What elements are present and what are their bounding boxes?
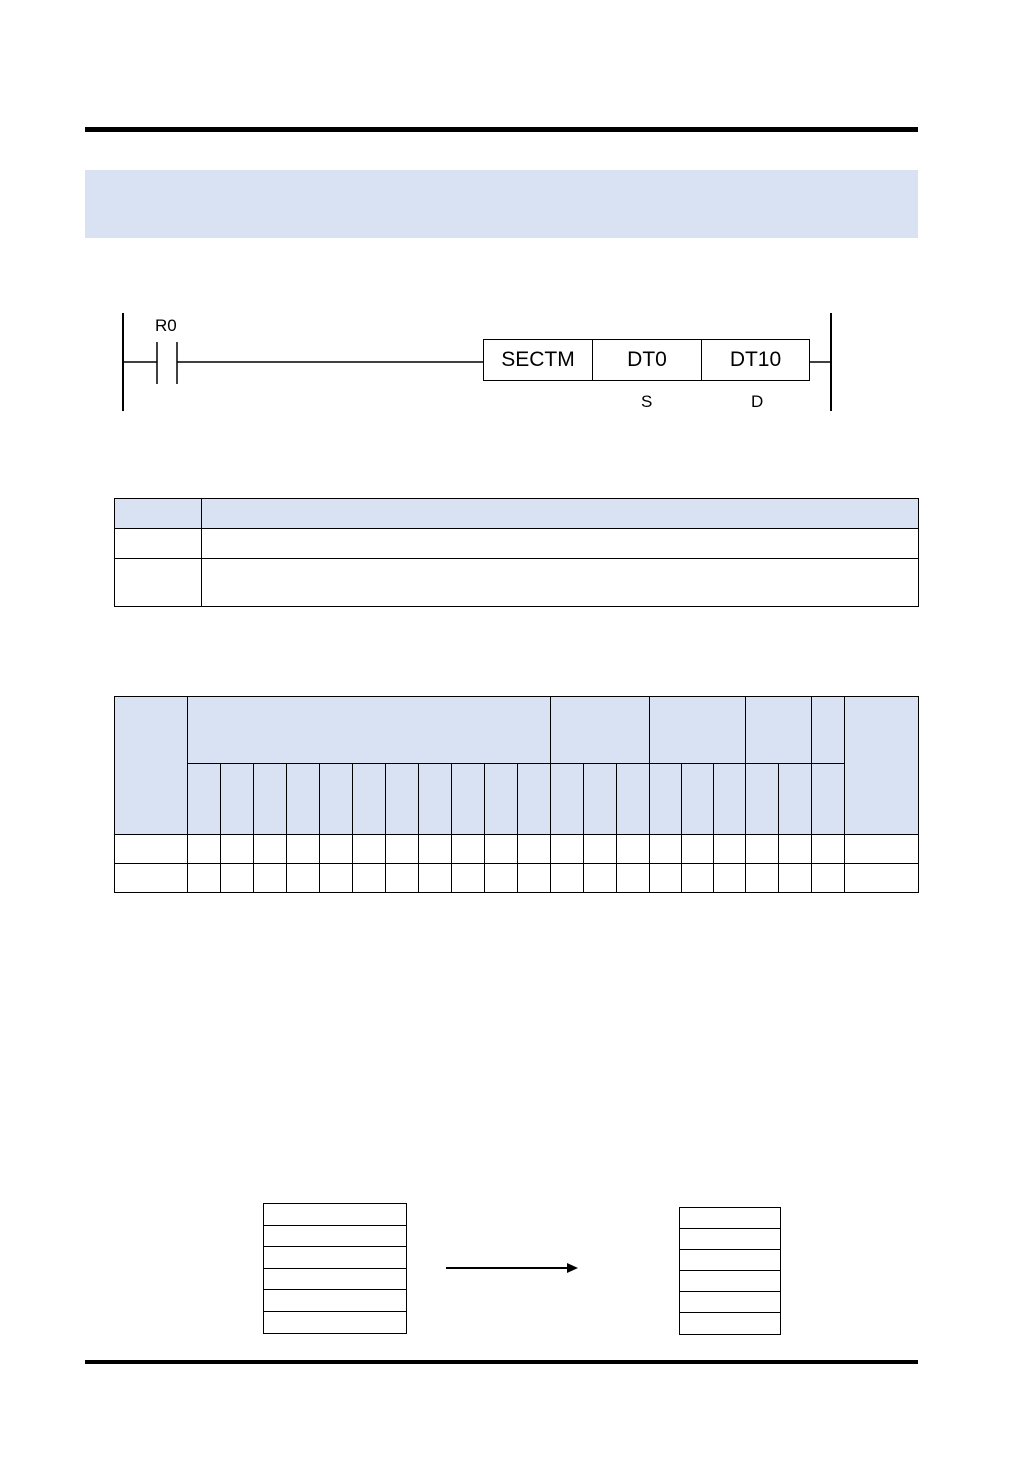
header-cell [845, 697, 919, 835]
table-cell [584, 835, 617, 864]
table-cell [746, 864, 779, 893]
header-cell [115, 697, 188, 835]
subheader-cell [320, 764, 353, 835]
table-cell [714, 835, 746, 864]
table-cell [714, 864, 746, 893]
operand-table-header [115, 499, 919, 529]
table-row [115, 559, 919, 607]
subheader-cell [812, 764, 845, 835]
instruction-box [483, 339, 810, 381]
table-cell [485, 835, 518, 864]
subheader-cell [485, 764, 518, 835]
table-cell [845, 835, 919, 864]
table-cell [320, 864, 353, 893]
table-cell [419, 835, 452, 864]
destination-register-stack [679, 1207, 781, 1335]
table-cell [287, 835, 320, 864]
register-cell [680, 1271, 780, 1292]
table-cell [287, 864, 320, 893]
table-cell [682, 835, 714, 864]
register-cell [680, 1250, 780, 1271]
instruction-name: SECTM [501, 348, 575, 371]
table-cell [812, 835, 845, 864]
table-cell [779, 864, 812, 893]
subheader-cell [518, 764, 551, 835]
table-cell [746, 835, 779, 864]
table-cell [202, 529, 919, 559]
table-cell [584, 864, 617, 893]
table-cell [617, 864, 650, 893]
table-cell [115, 835, 188, 864]
subheader-cell [714, 764, 746, 835]
table-cell [779, 835, 812, 864]
subheader-cell [353, 764, 386, 835]
source-register-stack [263, 1203, 407, 1334]
bottom-rule [85, 1360, 918, 1364]
operand-d-value: DT10 [701, 340, 809, 380]
top-rule [85, 127, 918, 132]
table-cell [650, 835, 682, 864]
header-group-cell [812, 697, 845, 764]
conversion-arrow-icon [446, 1260, 580, 1276]
table-cell [188, 864, 221, 893]
register-cell [264, 1312, 406, 1334]
register-cell [264, 1226, 406, 1248]
register-cell [680, 1208, 780, 1229]
table-cell [419, 864, 452, 893]
register-cell [264, 1204, 406, 1226]
title-banner [85, 170, 918, 238]
table-cell [115, 529, 202, 559]
header-cell [202, 499, 919, 529]
table-cell [202, 559, 919, 607]
subheader-cell [452, 764, 485, 835]
header-group-cell [551, 697, 650, 764]
table-cell [551, 835, 584, 864]
subheader-cell [584, 764, 617, 835]
register-cell [680, 1229, 780, 1250]
table-cell [452, 835, 485, 864]
subheader-cell [188, 764, 221, 835]
subheader-cell [386, 764, 419, 835]
table-cell [115, 864, 188, 893]
table-row [115, 835, 919, 864]
device-table-subheader-row [115, 764, 919, 835]
device-table-header-row [115, 697, 919, 764]
table-cell [485, 864, 518, 893]
operand-d-label: D [751, 392, 764, 411]
table-cell [812, 864, 845, 893]
table-row [115, 529, 919, 559]
table-cell [551, 864, 584, 893]
contact-label: R0 [155, 316, 177, 335]
table-cell [221, 864, 254, 893]
header-group-cell [650, 697, 746, 764]
table-cell [452, 864, 485, 893]
register-cell [680, 1313, 780, 1334]
register-cell [264, 1269, 406, 1291]
table-cell [650, 864, 682, 893]
table-cell [386, 864, 419, 893]
table-cell [320, 835, 353, 864]
table-cell [386, 835, 419, 864]
device-table [114, 696, 919, 893]
table-cell [188, 835, 221, 864]
subheader-cell [682, 764, 714, 835]
register-cell [680, 1292, 780, 1313]
table-row [115, 864, 919, 893]
table-cell [518, 864, 551, 893]
subheader-cell [287, 764, 320, 835]
operand-table [114, 498, 919, 607]
header-cell [115, 499, 202, 529]
subheader-cell [617, 764, 650, 835]
table-cell [115, 559, 202, 607]
operand-s-label: S [641, 392, 653, 411]
table-cell [353, 835, 386, 864]
table-cell [353, 864, 386, 893]
header-group-cell [746, 697, 812, 764]
register-cell [264, 1247, 406, 1269]
subheader-cell [650, 764, 682, 835]
subheader-cell [746, 764, 779, 835]
table-cell [254, 835, 287, 864]
table-cell [254, 864, 287, 893]
table-cell [518, 835, 551, 864]
table-cell [221, 835, 254, 864]
table-cell [845, 864, 919, 893]
subheader-cell [551, 764, 584, 835]
operand-s-value: DT0 [592, 340, 701, 380]
register-cell [264, 1290, 406, 1312]
header-group-cell [188, 697, 551, 764]
table-cell [682, 864, 714, 893]
subheader-cell [779, 764, 812, 835]
subheader-cell [254, 764, 287, 835]
subheader-cell [419, 764, 452, 835]
table-cell [617, 835, 650, 864]
subheader-cell [221, 764, 254, 835]
